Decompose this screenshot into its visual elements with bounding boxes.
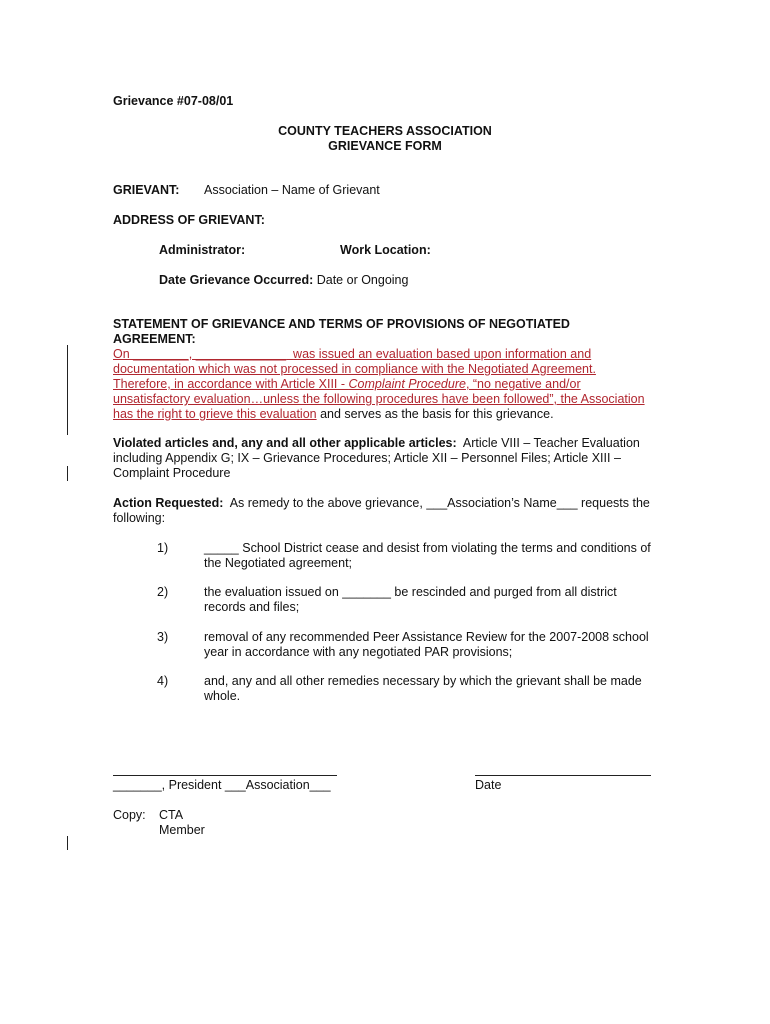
violated-line-1	[113, 436, 640, 451]
statement-line-4: unsatisfactory evaluation…unless the following procedures have been followed”, the Association	[113, 392, 645, 406]
work-location-label: Work Location:	[340, 243, 431, 257]
grievant-label: GRIEVANT:	[113, 183, 180, 197]
remedy-text: the evaluation issued on _______ be rescinded and purged from all district	[204, 585, 617, 599]
statement-line-3c: , “no negative and/or	[465, 377, 581, 391]
revision-bar	[67, 836, 68, 850]
action-line-2: following:	[113, 511, 166, 525]
remedy-text: the Negotiated agreement;	[204, 556, 353, 570]
statement-line-3b: Complaint Procedure	[348, 377, 466, 391]
revision-bar	[67, 345, 68, 435]
remedy-text: and, any and all other remedies necessary by which the grievant shall be made	[204, 674, 642, 688]
signature-line	[113, 775, 337, 776]
date-line	[475, 775, 651, 776]
copy-recipient: Member	[159, 823, 205, 837]
remedy-number: 2)	[157, 585, 169, 599]
signature-label: _______, President ___Association___	[113, 778, 331, 792]
statement-line-1b: was issued an evaluation based upon information and	[293, 347, 592, 361]
action-line-1	[113, 496, 650, 511]
statement-line-5-plain: and serves as the basis for this grievance.	[316, 407, 554, 421]
violated-line-3: Complaint Procedure	[113, 466, 231, 480]
statement-line-2: documentation which was not processed in compliance with the Negotiated Agreement.	[113, 362, 596, 376]
copy-label: Copy:	[113, 808, 146, 822]
date-occurred-label: Date Grievance Occurred:	[159, 273, 314, 287]
statement-line-1	[113, 347, 591, 362]
remedy-text: records and files;	[204, 600, 300, 614]
grievance-number: Grievance #07-08/01	[113, 94, 234, 108]
statement-line-1a: On ________, _____________	[113, 347, 287, 361]
statement-line-3a: Therefore, in accordance with Article XIII -	[113, 377, 349, 391]
remedy-text: removal of any recommended Peer Assistance Review for the 2007-2008 school	[204, 630, 649, 644]
remedy-number: 4)	[157, 674, 169, 688]
date-label: Date	[475, 778, 502, 792]
remedy-text: _____ School District cease and desist from violating the terms and conditions of	[204, 541, 651, 555]
remedy-text: year in accordance with any negotiated PAR provisions;	[204, 645, 513, 659]
violated-line-2: including Appendix G; IX – Grievance Procedures; Article XII – Personnel Files; Article XIII –	[113, 451, 621, 465]
form-title: GRIEVANCE FORM	[328, 139, 442, 153]
statement-heading-2: AGREEMENT:	[113, 332, 196, 346]
remedy-text: whole.	[204, 689, 241, 703]
statement-line-3	[113, 377, 581, 392]
administrator-label: Administrator:	[159, 243, 246, 257]
date-occurred-row	[159, 273, 408, 288]
remedy-number: 3)	[157, 630, 169, 644]
violated-text-1: Article VIII – Teacher Evaluation	[456, 436, 640, 450]
action-label: Action Requested:	[113, 496, 224, 510]
remedy-number: 1)	[157, 541, 169, 555]
org-title: COUNTY TEACHERS ASSOCIATION	[278, 124, 492, 138]
grievant-value: Association – Name of Grievant	[204, 183, 380, 197]
statement-heading-1: STATEMENT OF GRIEVANCE AND TERMS OF PROVISIONS OF NEGOTIATED	[113, 317, 570, 331]
revision-bar	[67, 466, 68, 481]
copy-recipient: CTA	[159, 808, 184, 822]
date-occurred-value: Date or Ongoing	[316, 273, 409, 287]
statement-line-5-red: has the right to grieve this evaluation	[113, 407, 317, 421]
action-text-1: As remedy to the above grievance, ___Association’s Name___ requests the	[223, 496, 650, 510]
address-label: ADDRESS OF GRIEVANT:	[113, 213, 265, 227]
violated-label: Violated articles and, any and all other applicable articles:	[113, 436, 457, 450]
statement-line-5	[113, 407, 554, 422]
